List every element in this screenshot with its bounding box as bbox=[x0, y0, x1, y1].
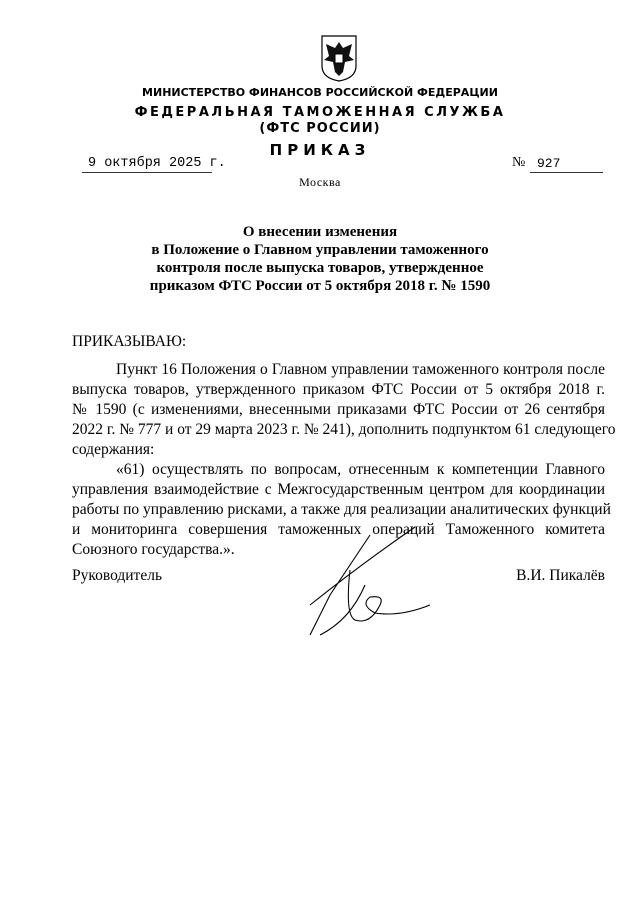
ministry-name: МИНИСТЕРСТВО ФИНАНСОВ РОССИЙСКОЙ ФЕДЕРАЦИИ bbox=[142, 86, 498, 99]
title-line: О внесении изменения bbox=[242, 224, 398, 240]
body-line: Союзного государства.». bbox=[72, 541, 235, 558]
order-date: 9 октября 2025 г. bbox=[88, 156, 226, 171]
handwritten-signature bbox=[290, 525, 450, 645]
title-line: в Положение о Главном управлении таможенного bbox=[151, 242, 489, 258]
order-number: 927 bbox=[537, 156, 561, 171]
signatory-name: В.И. Пикалёв bbox=[516, 567, 605, 584]
body-line: содержания: bbox=[72, 441, 155, 458]
body-line: работы по управлению рисками, а также для реализации аналитических функций bbox=[72, 501, 611, 518]
city: Москва bbox=[299, 175, 341, 189]
title-line: приказом ФТС России от 5 октября 2018 г. № 1590 bbox=[149, 278, 491, 294]
body-line: управления взаимодействие с Межгосударственным центром для координации bbox=[72, 481, 605, 498]
body-line: и мониторинга совершения таможенных операций Таможенного комитета bbox=[72, 521, 605, 538]
coat-of-arms-emblem bbox=[320, 34, 358, 82]
body-line: № 1590 (с изменениями, внесенными приказами ФТС России от 26 сентября bbox=[72, 401, 605, 418]
body-line: Пункт 16 Положения о Главном управлении таможенного контроля после bbox=[116, 361, 605, 378]
order-word: ПРИКАЗЫВАЮ: bbox=[72, 333, 187, 350]
date-underline bbox=[82, 172, 212, 173]
body-line: 2022 г. № 777 и от 29 марта 2023 г. № 241), дополнить подпунктом 61 следующего bbox=[72, 421, 616, 438]
title-line: контроля после выпуска товаров, утвержденное bbox=[156, 260, 484, 276]
number-underline bbox=[530, 172, 603, 173]
body-line: выпуска товаров, утвержденного приказом ФТС России от 5 октября 2018 г. bbox=[72, 381, 605, 398]
service-short-name: (ФТС РОССИИ) bbox=[259, 121, 381, 136]
signatory-position: Руководитель bbox=[72, 567, 163, 584]
number-label: № bbox=[512, 155, 526, 170]
service-name: ФЕДЕРАЛЬНАЯ ТАМОЖЕННАЯ СЛУЖБА bbox=[134, 105, 506, 120]
doc-type: ПРИКАЗ bbox=[269, 141, 371, 159]
body-line: «61) осуществлять по вопросам, отнесенным к компетенции Главного bbox=[116, 461, 605, 478]
